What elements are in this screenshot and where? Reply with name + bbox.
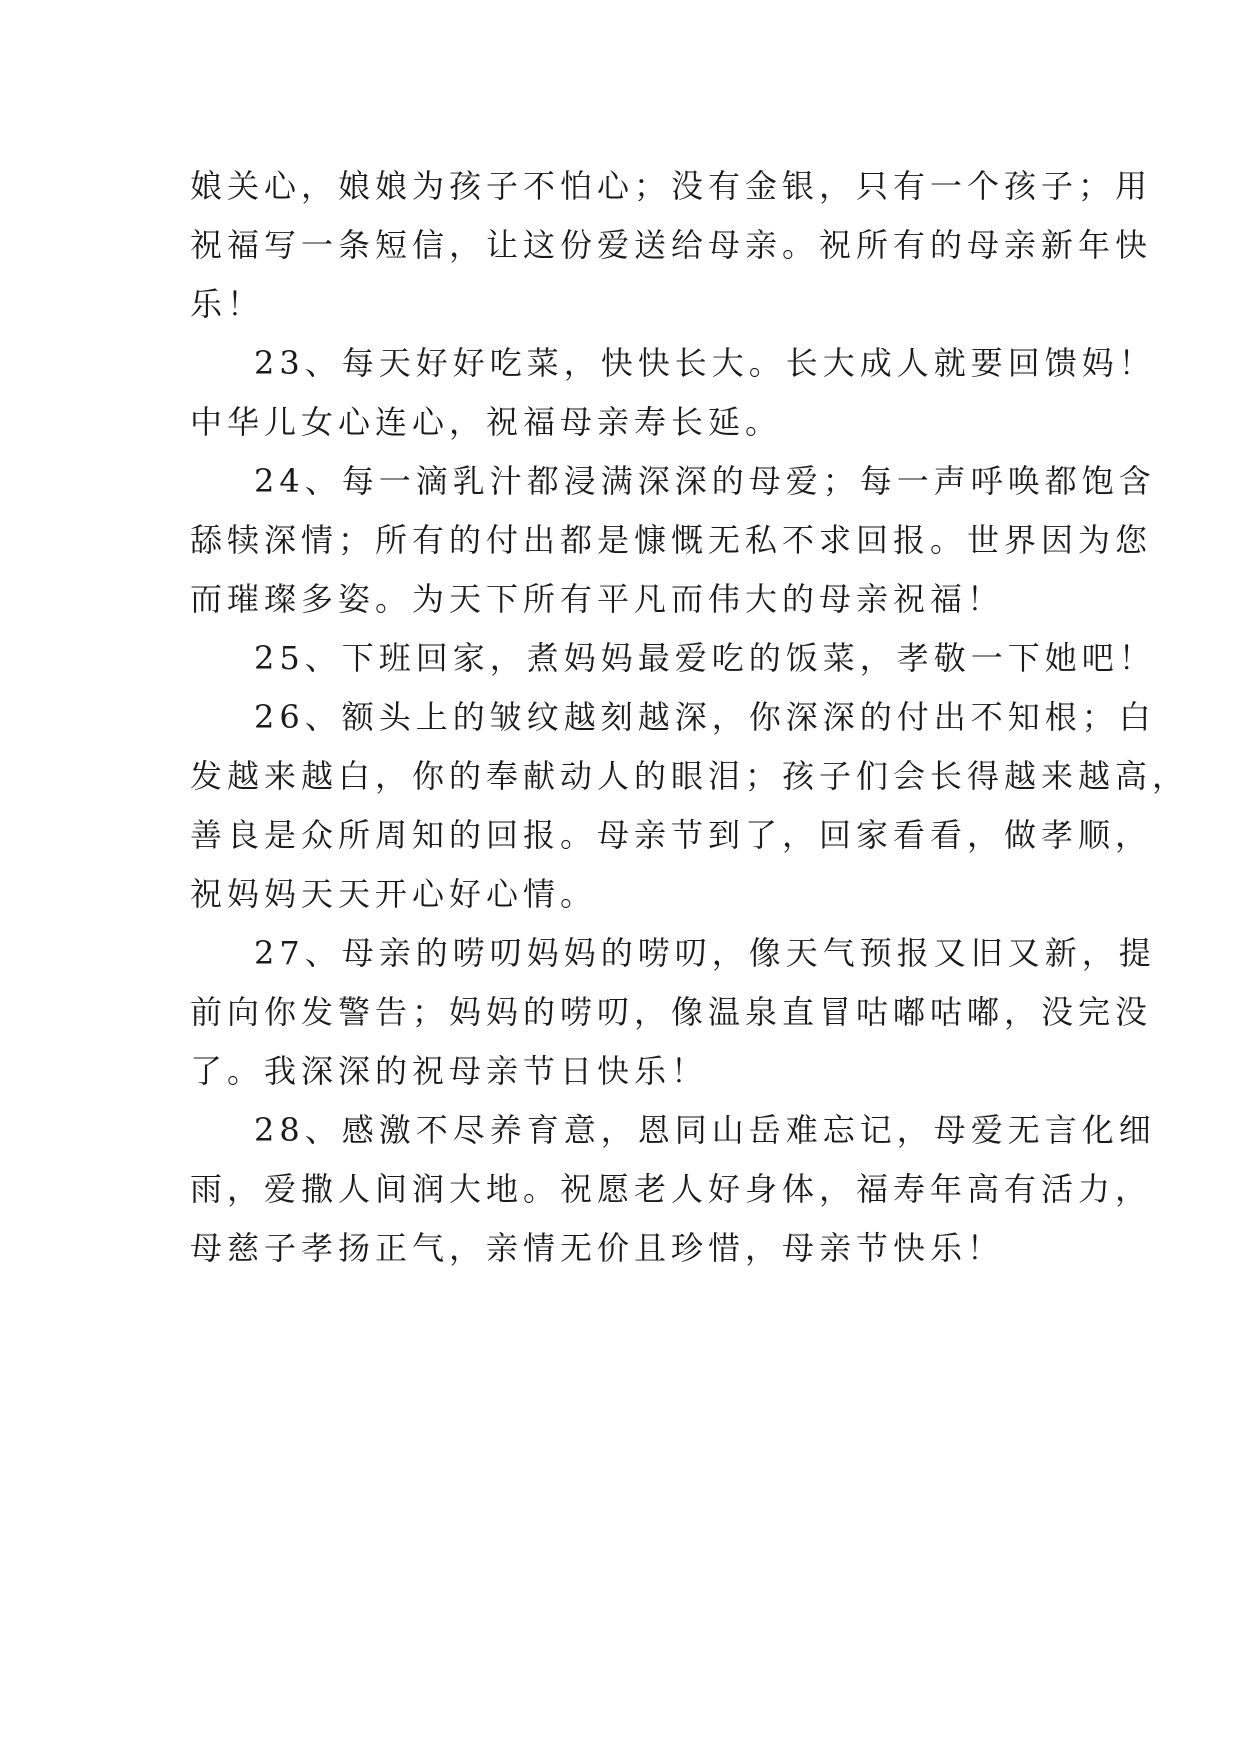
text-line: 25、下班回家，煮妈妈最爱吃的饭菜，孝敬一下她吧！	[254, 639, 1156, 677]
document-body	[190, 157, 1190, 1278]
text-line: 母慈子孝扬正气，亲情无价且珍惜，母亲节快乐！	[190, 1229, 1005, 1267]
text-line: 乐！	[190, 285, 265, 323]
text-line: 了。我深深的祝母亲节日快乐！	[190, 1052, 709, 1090]
text-line: 雨，爱撒人间润大地。祝愿老人好身体，福寿年高有活力，	[190, 1170, 1153, 1208]
text-line: 24、每一滴乳汁都浸满深深的母爱；每一声呼唤都饱含	[254, 462, 1156, 500]
text-line: 而璀璨多姿。为天下所有平凡而伟大的母亲祝福！	[190, 580, 1005, 618]
paragraph-28	[190, 1101, 1156, 1278]
text-line: 23、每天好好吃菜，快快长大。长大成人就要回馈妈！	[254, 344, 1156, 382]
text-line: 27、母亲的唠叨妈妈的唠叨，像天气预报又旧又新，提	[254, 934, 1156, 972]
paragraph-27	[190, 924, 1156, 1101]
paragraph-22-continuation	[190, 157, 1153, 334]
text-line: 发越来越白，你的奉献动人的眼泪；孩子们会长得越来越高，	[190, 757, 1190, 795]
text-line: 善良是众所周知的回报。母亲节到了，回家看看，做孝顺，	[190, 816, 1153, 854]
text-line: 娘关心，娘娘为孩子不怕心；没有金银，只有一个孩子；用	[190, 167, 1153, 205]
text-line: 26、额头上的皱纹越刻越深，你深深的付出不知根；白	[254, 698, 1156, 736]
text-line: 中华儿女心连心，祝福母亲寿长延。	[190, 403, 783, 441]
text-line: 祝福写一条短信，让这份爱送给母亲。祝所有的母亲新年快	[190, 226, 1153, 264]
paragraph-25	[190, 629, 1156, 688]
text-line: 舔犊深情；所有的付出都是慷慨无私不求回报。世界因为您	[190, 521, 1153, 559]
text-line: 28、感激不尽养育意，恩同山岳难忘记，母爱无言化细	[254, 1111, 1156, 1149]
text-line: 前向你发警告；妈妈的唠叨，像温泉直冒咕嘟咕嘟，没完没	[190, 993, 1153, 1031]
paragraph-23	[190, 334, 1156, 452]
text-line: 祝妈妈天天开心好心情。	[190, 875, 598, 913]
paragraph-24	[190, 452, 1156, 629]
paragraph-26	[190, 688, 1190, 924]
